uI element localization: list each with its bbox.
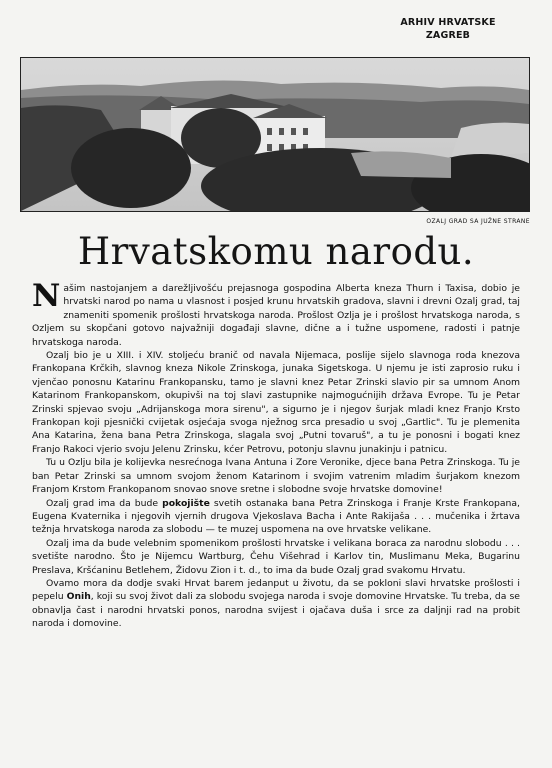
archive-stamp-line1: ARHIV HRVATSKE — [400, 17, 496, 28]
paragraph-4 — [32, 497, 520, 537]
paragraph-4-bold: pokojište — [162, 497, 210, 509]
photo-caption: OZALJ GRAD SA JUŽNE STRANE — [426, 218, 530, 225]
archive-stamp-line2: ZAGREB — [425, 30, 471, 41]
page-title: Hrvatskomu narodu. — [77, 230, 475, 273]
castle-photograph — [20, 57, 530, 212]
drop-cap: N — [32, 278, 61, 314]
paragraph-4-text-b: svetih ostanaka bana Petra Zrinskoga i Franje Krste Frankopana, Eugena Kvaternika i njegovih vjernih drugova Vjekoslava Bacha i Ante Rakijaša . . . mučenika i žrtava težnja hrvatskoga naroda za slobodu — te muzej uspomena na ove hrvatske velikane. — [32, 497, 520, 536]
paragraph-6 — [32, 577, 520, 631]
paragraph-5: Ozalj ima da bude velebnim spomenikom prošlosti hrvatske i velikana boraca za narodnu slobodu . . . svetište narodno. Što je Nijemcu Wartburg, Čehu Višehrad i Karlov tin, Muslimanu Meka, Bugarinu Preslava, Kršćaninu Betlehem, Židovu Zion i t. d., to ima da bude Ozalj grad svakomu Hrvatu. — [32, 537, 520, 576]
paragraph-6-text-a: Ovamo mora da dodje svaki Hrvat barem jedanput u životu, da se pokloni slavi hrvatske prošlosti i pepelu — [32, 577, 520, 603]
paragraph-3: Tu u Ozlju bila je kolijevka nesrećnoga Ivana Antuna i Zore Veronike, djece bana Petra Zrinskoga. Tu je ban Petar Zrinski sa umnom svojom ženom Katarinom i svojim vatrenim mladim šurjakom knezom Franjom Krstom Frankopanom snovao snove sretne i slobodne svoje hrvatske domovine! — [32, 457, 520, 496]
paragraph-2: Ozalj bio je u XIII. i XIV. stoljeću branič od navala Nijemaca, poslije sijelo slavnoga roda knezova Frankopana Krčkih, slavnog kneza Nikole Zrinskoga, junaka Sigetskoga. U njemu je isti zaprosio ruku i vjenčao ponosnu Katarinu Frankopansku, tamo je slavni knez Petar Zrinski slavio pir sa umnom Anom Katarinom Frankopanskom, okupivši na toj slavi zastupnike najmogućnijih država Evrope. Tu je Petar Zrinski spjevao svoju „Adrijanskoga mora sirenu", a sigurno je i njegov šurjak mladi knez Franjo Krsto Frankopan koji pjesnički cvijetak osjećaja svoga nježnog srca presadio u svoj „Gartlic". Tu je plemenita Ana Katarina, žena bana Petra Zrinskoga, slagala svoj „Putni tovaruš", a tu je ponosni i bogati knez Franjo Rakoci vjerio svoju Jelenu Zrinsku, kćer Petrovu, potonju slavnu junakinju i patnicu. — [32, 350, 520, 455]
paragraph-6-bold: Onih — [66, 591, 91, 603]
paragraph-6-text-b: , koji su svoj život dali za slobodu svojega naroda i svoje domovine Hrvatske. Tu treba, da se obnavlja čast i narodni hrvatski ponos, narodna svijest i ojačava duša i srce za daljnji rad na probit naroda i domovine. — [32, 591, 520, 630]
paragraph-1 — [32, 278, 520, 349]
paragraph-1-text: ašim nastojanjem a darežljivošću prejasnoga gospodina Alberta kneza Thurn i Taxisa, dobio je hrvatski narod po nama u vlasnost i posjed krunu hrvatskih gradova, slavni i drevni Ozalj grad, taj znameniti spomenik prošlosti hrvatskoga naroda. Prošlost Ozlja je i prošlost hrvatskoga naroda, s Ozljem su skopčani gotovo najvažniji događaji slavne, dične a i tužne uspomene, radosti i patnje hrvatskoga naroda. — [32, 283, 520, 348]
article-body — [32, 278, 520, 631]
archive-stamp — [398, 16, 498, 42]
paragraph-4-text-a: Ozalj grad ima da bude — [46, 497, 163, 509]
